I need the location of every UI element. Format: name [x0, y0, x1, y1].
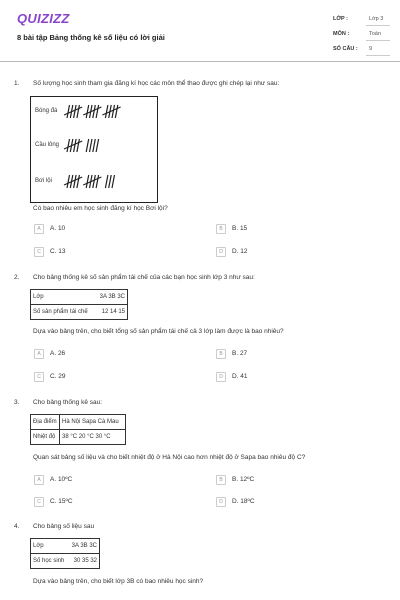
tally-stroke: [93, 139, 96, 152]
tally-stroke: [67, 105, 70, 118]
data-table: [30, 538, 100, 569]
table-row: [31, 539, 100, 554]
table-cell: Số sản phẩm tái chế: [31, 305, 91, 320]
question-number: 4.: [14, 523, 20, 530]
question-text: Cho bảng thống kê số sản phẩm tái chế của các bạn học sinh lớp 3 như sau:: [33, 274, 255, 281]
table-cell: 38 °C 20 °C 30 °C: [60, 430, 126, 445]
tally-stroke: [74, 105, 77, 118]
option-letter: D: [216, 372, 226, 382]
tally-stroke: [112, 105, 115, 118]
table-row: [31, 415, 126, 430]
tally-cross-stroke: [64, 177, 82, 185]
tally-stroke: [112, 175, 115, 188]
tally-stroke: [93, 105, 96, 118]
option-text: B. 27: [232, 350, 248, 357]
table-cell: 12 14 15: [91, 305, 128, 320]
tally-stroke: [93, 175, 96, 188]
data-table: [30, 414, 126, 445]
option-text: D. 18ºC: [232, 498, 255, 505]
question-text: Số lượng học sinh tham gia đăng kí học các môn thể thao được ghi chép lại như sau:: [33, 80, 280, 87]
tally-stroke: [86, 175, 89, 188]
class-value: Lớp 3: [369, 16, 384, 22]
divider: [366, 40, 390, 41]
tally-label: Cầu lông: [35, 142, 60, 148]
table-cell: Nhiệt độ: [31, 430, 60, 445]
worksheet-title: 8 bài tập Bảng thống kê số liệu có lời giải: [17, 33, 165, 42]
tally-cross-stroke: [83, 107, 101, 115]
divider: [366, 55, 390, 56]
table-cell: Hà Nội Sapa Cà Mau: [60, 415, 126, 430]
tally-stroke: [96, 139, 99, 152]
question-number: 1.: [14, 80, 20, 87]
tally-stroke: [109, 175, 112, 188]
table-cell: 3A 3B 3C: [67, 539, 100, 554]
tally-stroke: [77, 139, 80, 152]
tally-stroke: [115, 105, 118, 118]
option-letter: C: [34, 372, 44, 382]
option-text: D. 41: [232, 373, 248, 380]
question-prompt: Dựa vào bảng trên, cho biết lớp 3B có bao nhiêu học sinh?: [33, 578, 204, 585]
question-number: 2.: [14, 274, 20, 281]
option-letter: B: [216, 349, 226, 359]
question-prompt: Có bao nhiêu em học sinh đăng kí học Bơi lội?: [33, 205, 168, 212]
tally-cross-stroke: [64, 107, 82, 115]
tally-cross-stroke: [83, 177, 101, 185]
question-number: 3.: [14, 399, 20, 406]
tally-label: Bóng đá: [35, 108, 58, 114]
divider: [366, 25, 390, 26]
tally-stroke: [96, 175, 99, 188]
table-cell: Số học sinh: [31, 554, 67, 569]
count-label: SỐ CÂU :: [333, 46, 358, 52]
option-letter: A: [34, 349, 44, 359]
tally-marks: [31, 97, 159, 204]
tally-stroke: [77, 175, 80, 188]
option-letter: C: [34, 497, 44, 507]
tally-label: Bơi lội: [35, 178, 52, 184]
option-letter: B: [216, 475, 226, 485]
option-letter: C: [34, 247, 44, 257]
count-value: 9: [369, 46, 373, 52]
option-letter: A: [34, 475, 44, 485]
option-letter: A: [34, 224, 44, 234]
tally-stroke: [74, 139, 77, 152]
tally-stroke: [105, 105, 108, 118]
table-cell: 3A 3B 3C: [91, 290, 128, 305]
question-text: Cho bảng số liệu sau: [33, 523, 95, 530]
option-text: A. 26: [50, 350, 66, 357]
option-text: D. 12: [232, 248, 248, 255]
subject-label: MÔN :: [333, 31, 350, 37]
option-letter: D: [216, 497, 226, 507]
option-text: A. 10ºC: [50, 476, 73, 483]
subject-value: Toán: [369, 31, 381, 37]
table-cell: Lớp: [31, 290, 91, 305]
table-row: [31, 290, 128, 305]
tally-stroke: [90, 139, 93, 152]
option-text: C. 29: [50, 373, 66, 380]
tally-chart: [30, 96, 158, 203]
tally-stroke: [86, 139, 89, 152]
tally-stroke: [77, 105, 80, 118]
tally-cross-stroke: [102, 107, 120, 115]
table-cell: Địa điểm: [31, 415, 60, 430]
table-row: [31, 430, 126, 445]
question-prompt: Quan sát bảng số liệu và cho biết nhiệt độ ở Hà Nội cao hơn nhiệt độ ở Sapa bao nhiêu độ C?: [33, 454, 306, 461]
quizizz-logo[interactable]: QUIZIZZ: [17, 11, 70, 26]
worksheet-header: [0, 0, 400, 62]
table-cell: Lớp: [31, 539, 67, 554]
tally-stroke: [74, 175, 77, 188]
option-letter: D: [216, 247, 226, 257]
option-text: B. 15: [232, 225, 248, 232]
tally-stroke: [86, 105, 89, 118]
tally-cross-stroke: [64, 141, 82, 149]
option-text: C. 13: [50, 248, 66, 255]
table-cell: 30 35 32: [67, 554, 100, 569]
option-letter: B: [216, 224, 226, 234]
tally-stroke: [105, 175, 108, 188]
tally-stroke: [67, 139, 70, 152]
data-table: [30, 289, 128, 320]
question-text: Cho bảng thống kê sau:: [33, 399, 103, 406]
option-text: B. 12ºC: [232, 476, 255, 483]
table-row: [31, 305, 128, 320]
option-text: A. 10: [50, 225, 66, 232]
table-row: [31, 554, 100, 569]
tally-stroke: [96, 105, 99, 118]
option-text: C. 15ºC: [50, 498, 73, 505]
class-label: LỚP :: [333, 16, 348, 22]
question-prompt: Dựa vào bảng trên, cho biết tổng số sản phẩm tái chế cả 3 lớp làm được là bao nhiêu?: [33, 328, 284, 335]
tally-stroke: [67, 175, 70, 188]
